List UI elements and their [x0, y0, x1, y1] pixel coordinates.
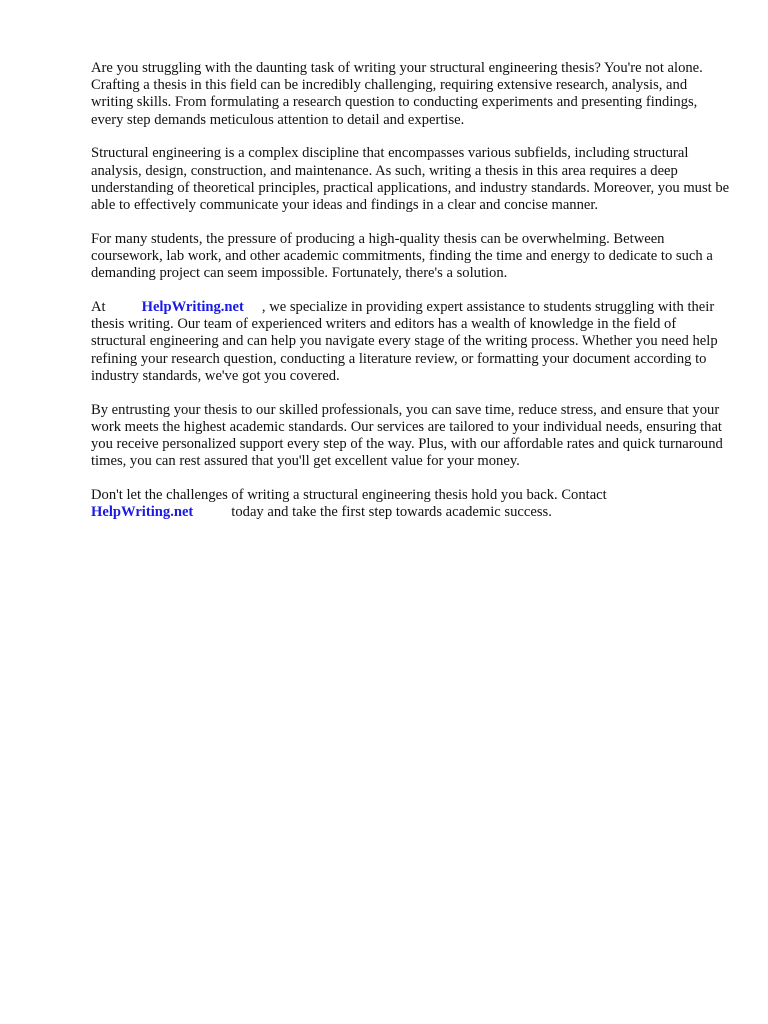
paragraph-benefits: By entrusting your thesis to our skilled professionals, you can save time, reduce stress, and ensure that your work meets the highest academic standards. Our services are tailored to your individual needs, ensuring that you receive personalized support every step of the way. Plus, with our affordable rates and quick turnaround times, you can rest assured that you'll get excellent value for your money.: [91, 401, 723, 470]
document-body: [91, 60, 731, 538]
helpwriting-link-1[interactable]: HelpWriting.net: [141, 299, 244, 316]
helpwriting-link-2[interactable]: HelpWriting.net: [91, 504, 194, 521]
paragraph-contact: [91, 487, 731, 521]
paragraph-pressure: For many students, the pressure of producing a high-quality thesis can be overwhelming. Between coursework, lab work, and other academic commitments, finding the time and energy to dedicate to such a demanding project can seem impossible. Fortunately, there's a solution.: [91, 230, 713, 282]
service-suffix-text: , we specialize in providing expert assistance to students struggling with their thesis writing. Our team of experienced writers and editors has a wealth of knowledge in the field of structural engineering and can help you navigate every stage of the writing process. Whether you need help refining your research question, conducting a literature review, or formatting your document according to industry standards, we've got you covered.: [91, 299, 718, 384]
service-prefix-text: At: [91, 299, 106, 316]
contact-prefix-text: Don't let the challenges of writing a structural engineering thesis hold you back. Contact: [91, 487, 607, 504]
paragraph-service: [91, 299, 731, 385]
paragraph-discipline: Structural engineering is a complex discipline that encompasses various subfields, including structural analysis, design, construction, and maintenance. As such, writing a thesis in this area requires a deep understanding of theoretical principles, practical applications, and industry standards. Moreover, you must be able to effectively communicate your ideas and findings in a clear and concise manner.: [91, 145, 730, 214]
paragraph-intro: Are you struggling with the daunting task of writing your structural engineering thesis? You're not alone. Crafting a thesis in this field can be incredibly challenging, requiring extensive research, analysis, and writing skills. From formulating a research question to conducting experiments and presenting findings, every step demands meticulous attention to detail and expertise.: [91, 60, 703, 128]
contact-suffix-text: today and take the first step towards academic success.: [231, 504, 552, 521]
